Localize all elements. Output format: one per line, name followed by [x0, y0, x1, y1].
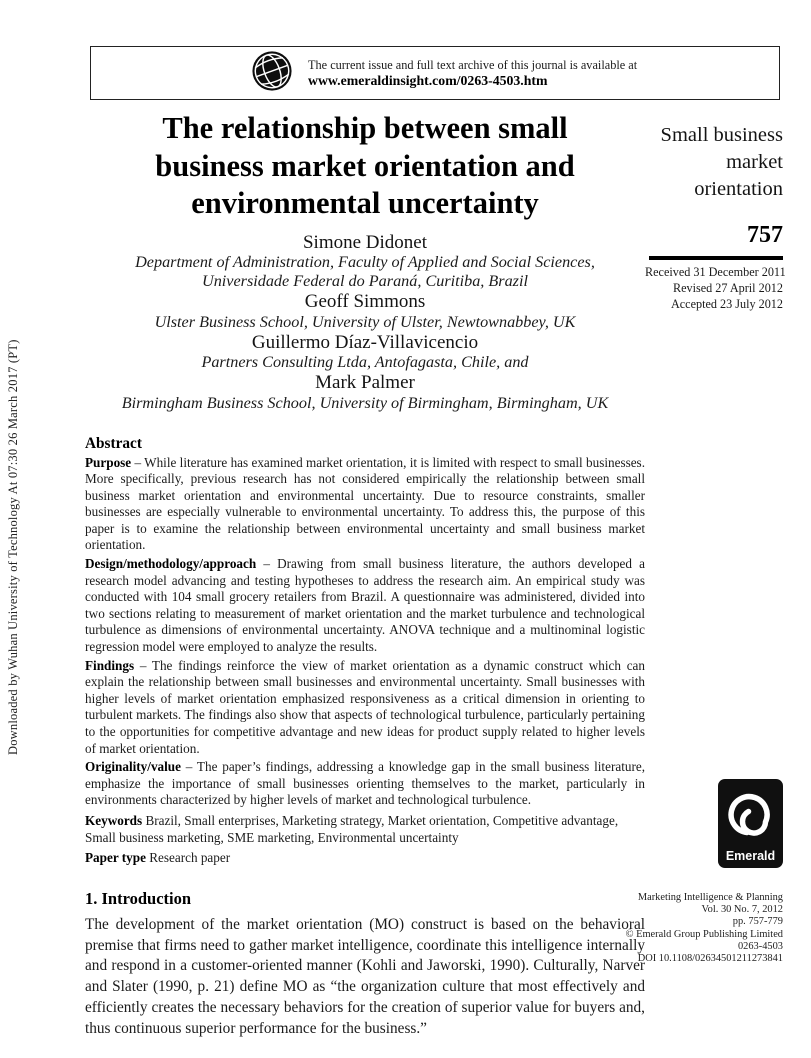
paper-type-label: Paper type: [85, 850, 146, 866]
author-affiliation: Universidade Federal do Paraná, Curitiba, Brazil: [202, 272, 528, 290]
emerald-spiral-icon: [726, 782, 776, 842]
abstract-text: – Drawing from small business literature, the authors developed a research model advancing and testing hypotheses to address the research aim. An empirical study was conducted with 104 small grocery retailers from Brazil. A questionnaire was administered, divided into two sections relating to measurement of market orientation and the market turbulence and technological turbulence as dimensions of environmental uncertainty. ANOVA technique and a multinominal logistic regression model were employed to analyze the results.: [85, 556, 645, 655]
abstract-label: Purpose: [85, 454, 132, 470]
author-name: Simone Didonet: [302, 231, 428, 253]
emerald-logo-text: Emerald: [725, 849, 776, 863]
author-name: Guillermo Díaz-Villavicencio: [251, 331, 479, 353]
article-title-line: business market orientation and: [155, 148, 575, 183]
abstract-section-originality: [85, 759, 645, 809]
introduction-paragraph: The development of the market orientation (MO) construct is based on the behavioral premise that firms need to gather market intelligence, coordinate this intelligence internally and respond in a customer-oriented manner (Kohli and Jaworski, 1990). Culturally, Narver and Slater (1990, p. 21) define MO as “the organization culture that most effectively and efficiently creates the necessary behaviors for the creation of superior value for buyers and, thus continuous superior performance for the business.”: [85, 915, 645, 1037]
keywords-label: Keywords: [85, 812, 143, 828]
article-title-line: The relationship between small: [162, 111, 568, 145]
byline: [85, 232, 645, 413]
revised-date: Revised 27 April 2012: [672, 280, 783, 295]
keywords-text: Brazil, Small enterprises, Marketing strategy, Market orientation, Competitive advantage, Small business marketing, SME marketing, Environmental uncertainty: [85, 812, 619, 845]
paper-type-line: [85, 850, 645, 867]
sidebar-rule: [649, 256, 783, 260]
imprint-journal-name: Marketing Intelligence & Planning: [637, 892, 783, 903]
author-affiliation: Department of Administration, Faculty of Applied and Social Sciences,: [135, 253, 595, 271]
imprint-doi: DOI 10.1108/02634501211273841: [637, 953, 783, 965]
download-watermark: Downloaded by Wuhan University of Technology At 07:30 26 March 2017 (PT): [6, 339, 20, 756]
imprint-issn: 0263-4503: [737, 940, 783, 952]
article-title: [85, 110, 645, 223]
emerald-logo: [718, 779, 783, 868]
abstract-section-design: [85, 556, 645, 656]
journal-imprint: [563, 892, 783, 965]
accepted-date: Accepted 23 July 2012: [670, 296, 783, 311]
abstract-text: – The findings reinforce the view of market orientation as a dynamic construct which can explain the relationship between small businesses and environmental uncertainty. Small businesses with higher levels of market orientation emphasized responsiveness as a critical dimension in orienting to turbulent markets. The findings also show that aspects of technological turbulence, particularly pertaining to the opportunities for competitive advantage and new ideas for product supply related to higher levels of market orientation.: [85, 657, 645, 756]
globe-icon: [251, 50, 293, 97]
abstract-label: Originality/value: [85, 759, 181, 775]
author-affiliation: Partners Consulting Ltda, Antofagasta, Chile, and: [201, 353, 529, 371]
article-history: [645, 265, 786, 312]
abstract-heading: Abstract: [85, 434, 142, 452]
availability-notice: The current issue and full text archive of this journal is available at: [308, 57, 638, 72]
keywords-line: [85, 813, 645, 846]
article-title-line: environmental uncertainty: [191, 186, 539, 220]
abstract-text: – The paper’s findings, addressing a knowledge gap in the small business literature, emphasize the importance of small businesses orienting themselves to the market, particularly in environments characterized by higher levels of market and technological turbulence.: [85, 759, 645, 808]
imprint-copyright: © Emerald Group Publishing Limited: [625, 928, 783, 940]
page-number: 757: [747, 222, 783, 248]
imprint-volume: Vol. 30 No. 7, 2012: [701, 904, 783, 916]
author-affiliation: Birmingham Business School, University of Birmingham, Birmingham, UK: [121, 393, 609, 412]
received-date: Received 31 December 2011: [645, 265, 786, 279]
journal-archive-url: www.emeraldinsight.com/0263-4503.htm: [308, 72, 548, 88]
availability-banner: [90, 46, 780, 100]
abstract-section-findings: [85, 658, 645, 758]
article: [85, 110, 645, 1040]
section-heading-introduction: 1. Introduction: [85, 888, 192, 908]
imprint-pages: pp. 757-779: [732, 916, 783, 928]
abstract-text: – While literature has examined market orientation, it is limited with respect to small businesses. More specifically, previous research has not considered empirically the relationship between small business market orientation and environmental uncertainty. Due to resource constraints, smaller businesses are especially vulnerable to environmental uncertainty. To address this, the purpose of this paper is to examine the relationship between environmental uncertainty and small business market orientation.: [85, 454, 645, 553]
availability-text: [308, 58, 637, 89]
abstract-section-purpose: [85, 455, 645, 555]
abstract-label: Design/methodology/approach: [85, 556, 257, 572]
abstract-label: Findings: [85, 657, 135, 673]
paper-type-text: Research paper: [145, 850, 231, 866]
author-name: Geoff Simmons: [304, 291, 426, 312]
author-name: Mark Palmer: [315, 372, 415, 393]
author-affiliation: Ulster Business School, University of Ulster, Newtownabbey, UK: [154, 312, 576, 331]
running-head: Small business market orientation: [660, 124, 783, 200]
